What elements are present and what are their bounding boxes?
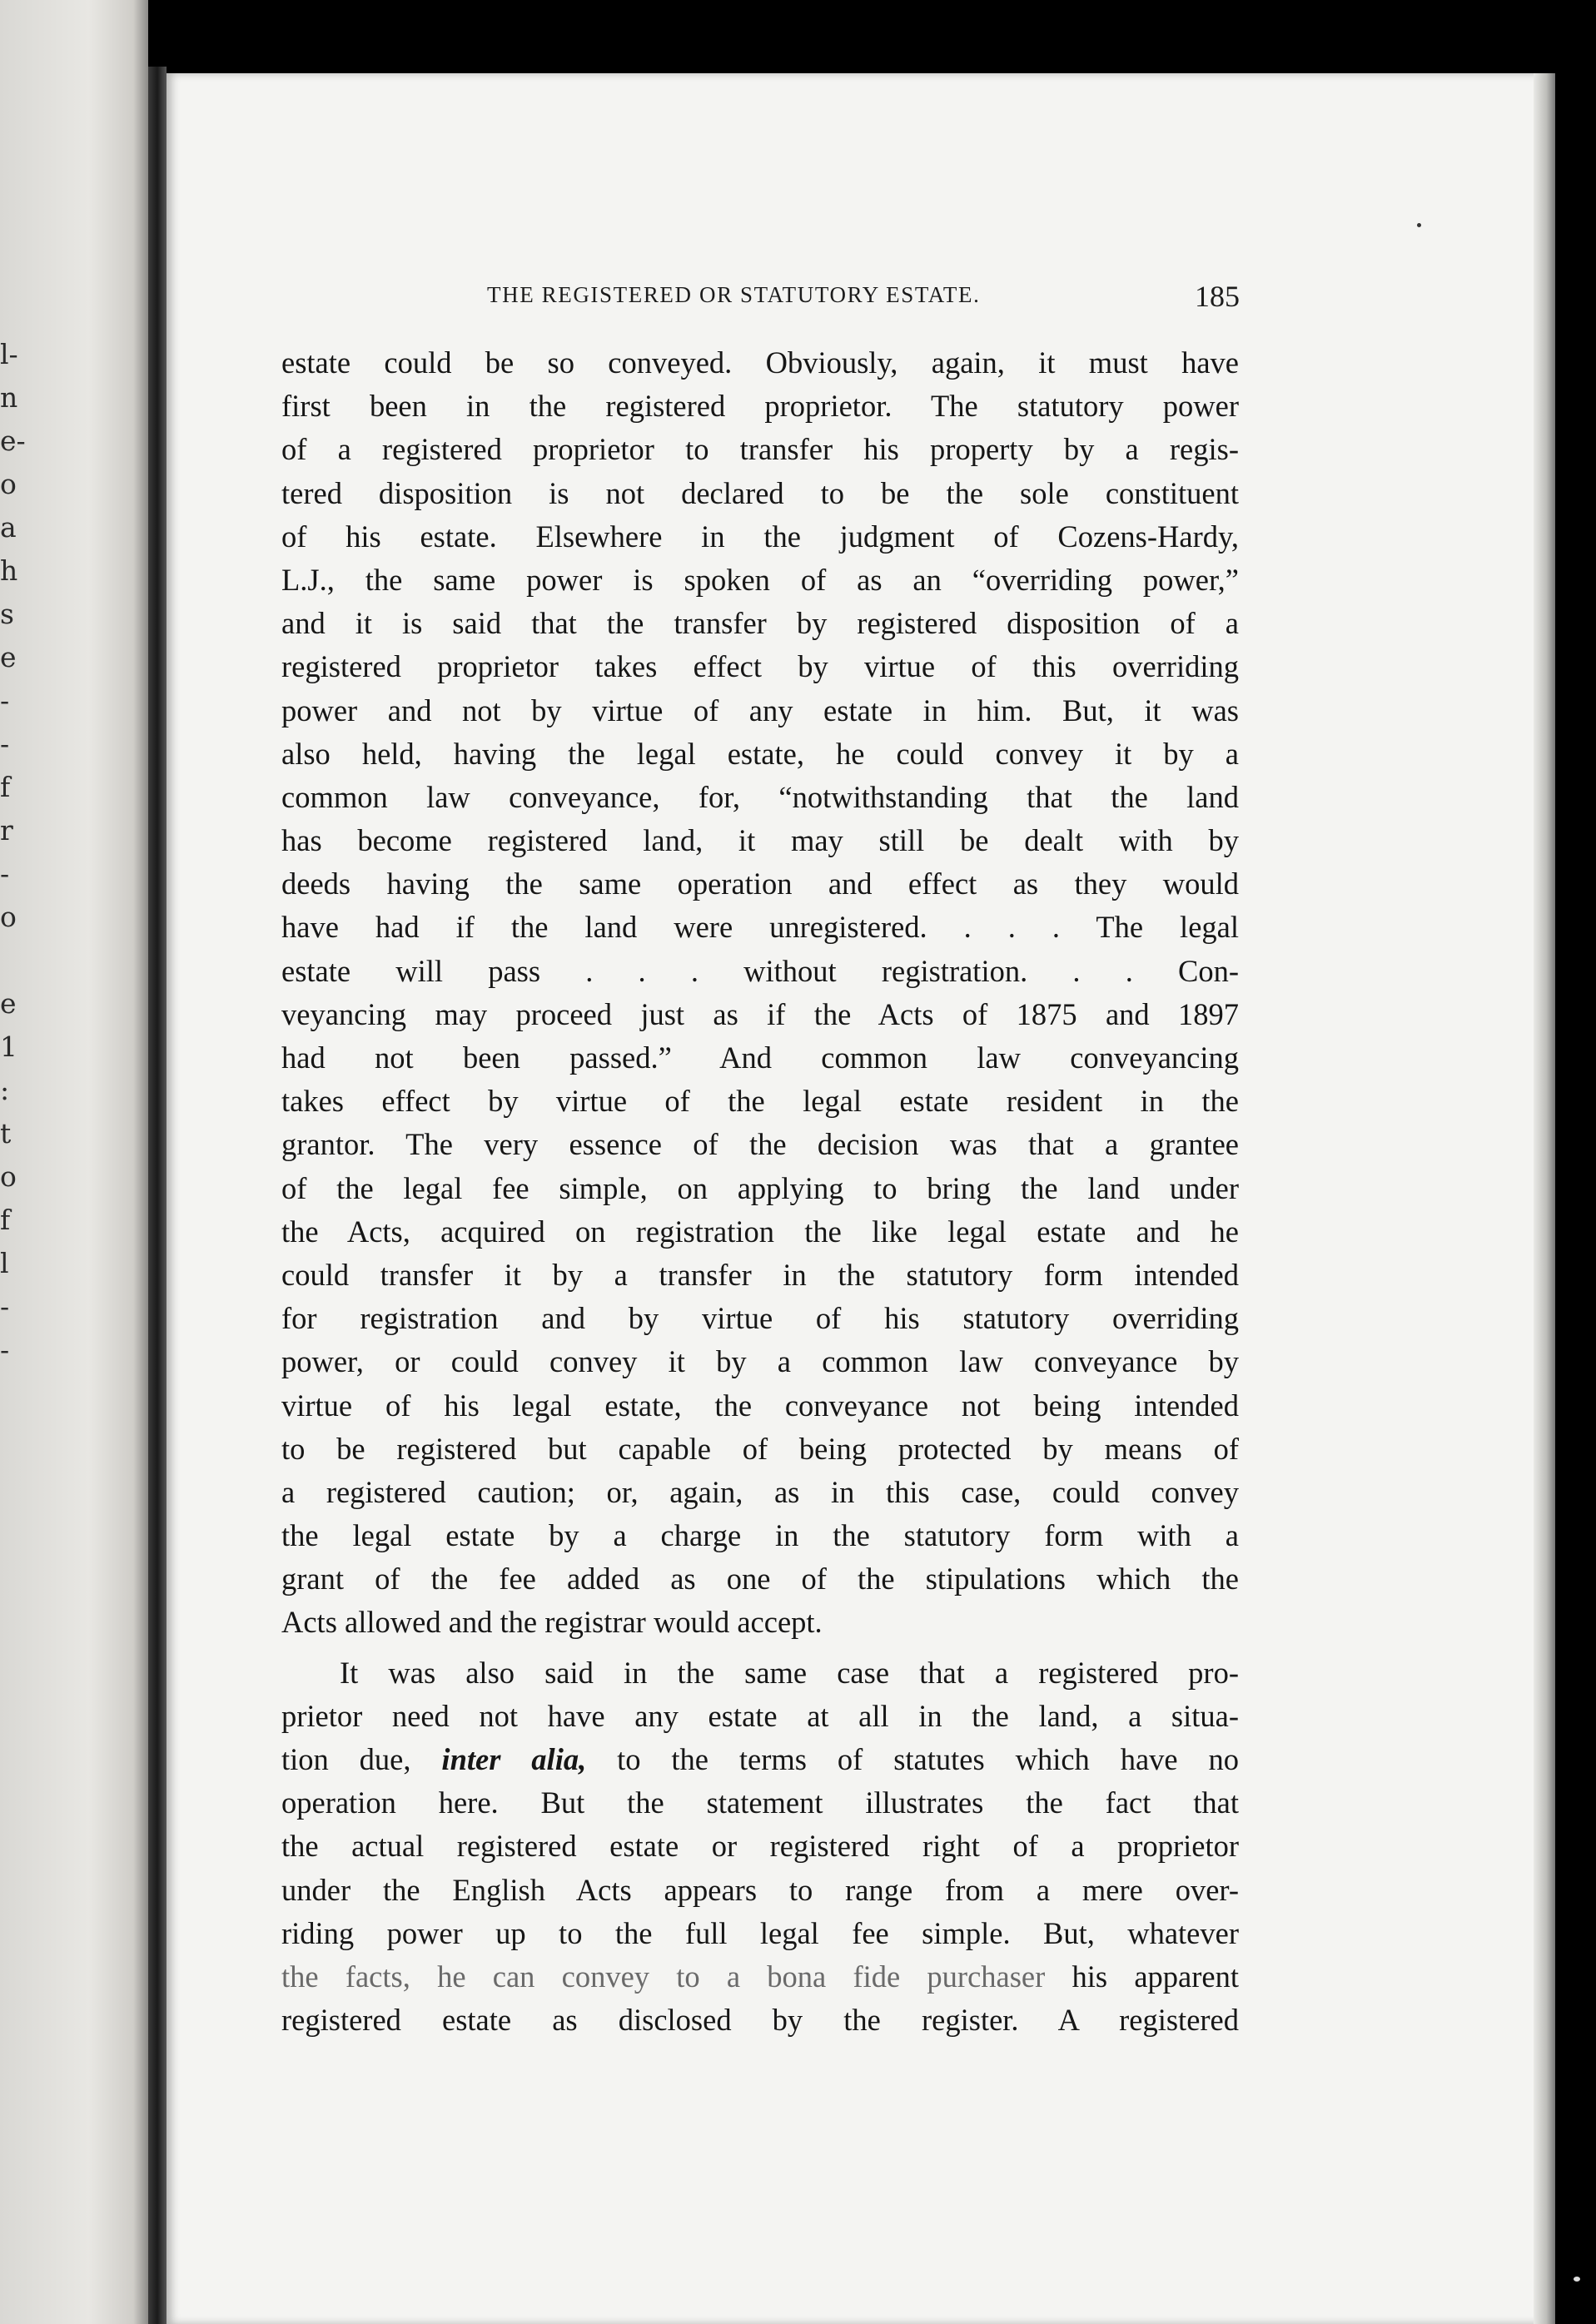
margin-fragment: e- xyxy=(0,425,26,457)
page-edge-shadow xyxy=(1534,73,1555,2324)
text-line: common law conveyance, for, “notwithstanding that the land xyxy=(281,779,1239,814)
margin-fragment: a xyxy=(0,511,17,544)
paragraph-1 xyxy=(281,341,1239,1645)
paragraph-gap xyxy=(281,1645,1239,1651)
margin-fragment: f xyxy=(0,771,11,803)
dust-speck xyxy=(1417,223,1421,227)
margin-fragment: : xyxy=(0,1074,10,1106)
text-line: had not been passed.” And common law conveyancing xyxy=(281,1040,1239,1075)
italic-phrase: inter alia, xyxy=(441,1742,587,1776)
text-line: and it is said that the transfer by registered disposition of a xyxy=(281,606,1239,641)
faded-text-run: the facts, he can convey to a bona fide purchaser xyxy=(281,1959,1046,1994)
margin-fragment: 1 xyxy=(0,1030,17,1063)
book-gutter xyxy=(148,67,167,2324)
margin-fragment: l xyxy=(0,1247,9,1279)
text-line: has become registered land, it may still be dealt with by xyxy=(281,823,1239,858)
text-line: of a registered proprietor to transfer his property by a regis- xyxy=(281,432,1239,467)
text-line: operation here. But the statement illustrates the fact that xyxy=(281,1785,1239,1820)
text-line: estate will pass . . . without registration. . . Con- xyxy=(281,953,1239,988)
page-number: 185 xyxy=(1195,280,1240,313)
text-line: grant of the fee added as one of the stipulations which the xyxy=(281,1562,1239,1597)
text-line: registered estate as disclosed by the register. A registered xyxy=(281,2003,1239,2038)
text-line: a registered caution; or, again, as in this case, could convey xyxy=(281,1474,1239,1509)
text-line: first been in the registered proprietor. The statutory power xyxy=(281,389,1239,424)
text-line: Acts allowed and the registrar would accept. xyxy=(281,1605,823,1640)
margin-fragment: o xyxy=(0,468,17,500)
text-line: of his estate. Elsewhere in the judgment of Cozens-Hardy, xyxy=(281,519,1239,554)
text-line: also held, having the legal estate, he could convey it by a xyxy=(281,736,1239,771)
text-line: could transfer it by a transfer in the statutory form intended xyxy=(281,1257,1239,1292)
margin-fragment: - xyxy=(0,1333,10,1366)
text-line: to be registered but capable of being protected by means of xyxy=(281,1431,1239,1466)
margin-fragment: t xyxy=(0,1117,12,1150)
margin-fragment: h xyxy=(0,554,18,587)
text-line: takes effect by virtue of the legal estate resident in the xyxy=(281,1084,1239,1119)
margin-fragment: f xyxy=(0,1204,11,1236)
left-facing-page-fragment xyxy=(0,0,148,2324)
margin-fragment: o xyxy=(0,901,17,933)
text-line: the legal estate by a charge in the statutory form with a xyxy=(281,1518,1239,1553)
body-text xyxy=(281,341,1239,2042)
left-page-margin-fragments xyxy=(0,333,25,1372)
text-line: the Acts, acquired on registration the like legal estate and he xyxy=(281,1214,1239,1249)
text-run: his apparent xyxy=(1071,1959,1239,1994)
text-line: riding power up to the full legal fee simple. But, whatever xyxy=(281,1915,1239,1950)
margin-fragment: - xyxy=(0,857,10,890)
text-line: veyancing may proceed just as if the Acts of 1875 and 1897 xyxy=(281,996,1239,1031)
text-line: under the English Acts appears to range from a mere over- xyxy=(281,1872,1239,1907)
running-title: THE REGISTERED OR STATUTORY ESTATE. xyxy=(487,282,981,307)
text-line: deeds having the same operation and effect as they would xyxy=(281,867,1239,901)
margin-fragment xyxy=(0,939,25,982)
text-line: registered proprietor takes effect by virtue of this overriding xyxy=(281,649,1239,684)
margin-fragment: n xyxy=(0,381,18,414)
text-line: tered disposition is not declared to be the sole constituent xyxy=(281,475,1239,510)
running-head xyxy=(487,282,1403,315)
text-line: prietor need not have any estate at all in the land, a situa- xyxy=(281,1698,1239,1733)
margin-fragment: - xyxy=(0,684,10,717)
text-line: L.J., the same power is spoken of as an “overriding power,” xyxy=(281,562,1239,597)
margin-fragment: s xyxy=(0,598,14,630)
text-run: tion due, xyxy=(281,1742,411,1776)
text-line: have had if the land were unregistered. . . . The legal xyxy=(281,910,1239,945)
text-line: power and not by virtue of any estate in him. But, it was xyxy=(281,693,1239,727)
text-line: It was also said in the same case that a registered pro- xyxy=(340,1655,1239,1690)
text-line: for registration and by virtue of his statutory overriding xyxy=(281,1301,1239,1336)
margin-fragment: e xyxy=(0,987,17,1020)
margin-fragment: l- xyxy=(0,338,18,370)
text-line: the actual registered estate or registered right of a proprietor xyxy=(281,1829,1239,1864)
text-run: to the terms of statutes which have no xyxy=(617,1742,1240,1776)
text-line xyxy=(281,1738,1239,1781)
text-line: of the legal fee simple, on applying to bring the land under xyxy=(281,1170,1239,1205)
margin-fragment: e xyxy=(0,641,17,673)
margin-fragment: r xyxy=(0,814,13,847)
paragraph-2 xyxy=(281,1651,1239,2043)
margin-fragment: - xyxy=(0,1290,10,1323)
text-line: power, or could convey it by a common law conveyance by xyxy=(281,1344,1239,1379)
text-line: virtue of his legal estate, the conveyance not being intended xyxy=(281,1388,1239,1423)
dust-speck xyxy=(1574,2277,1580,2282)
text-line: estate could be so conveyed. Obviously, again, it must have xyxy=(281,345,1239,380)
margin-fragment: - xyxy=(0,727,10,760)
text-line: grantor. The very essence of the decision was that a grantee xyxy=(281,1127,1239,1162)
text-line xyxy=(281,1955,1239,1999)
margin-fragment: o xyxy=(0,1160,17,1193)
